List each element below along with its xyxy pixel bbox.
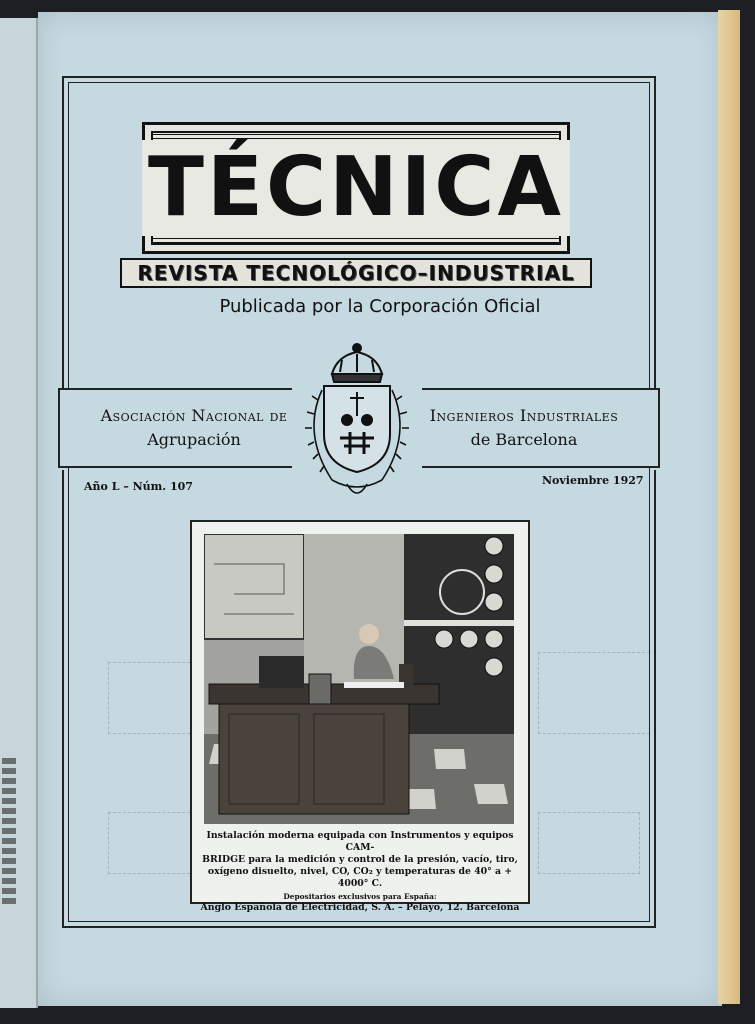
association-right-line2: de Barcelona bbox=[470, 430, 578, 449]
caption-depositarios: Depositarios exclusivos para España: bbox=[283, 892, 437, 901]
issue-date: Noviembre 1927 bbox=[542, 474, 644, 487]
masthead-banner bbox=[142, 122, 570, 254]
control-room-photo bbox=[204, 534, 514, 824]
magazine-cover bbox=[38, 12, 722, 1006]
advertisement-box bbox=[190, 520, 530, 913]
facing-page-text bbox=[2, 758, 16, 908]
association-right-line1: Ingenieros Industriales bbox=[429, 406, 619, 425]
page-edge bbox=[718, 10, 740, 1004]
magazine-title: TÉCNICA bbox=[142, 140, 570, 236]
association-right bbox=[404, 404, 644, 452]
magazine-subtitle: REVISTA TECNOLÓGICO–INDUSTRIAL bbox=[137, 261, 575, 285]
advertisement-caption bbox=[200, 830, 520, 914]
association-left-line1: Asociación Nacional de bbox=[100, 406, 288, 425]
caption-line-1: Instalación moderna equipada con Instrumentos y equipos CAM- bbox=[206, 830, 514, 853]
caption-company: Anglo Española de Electricidad, S. A. – Pelayo, 12. Barcelona bbox=[200, 902, 520, 913]
facing-page bbox=[0, 18, 38, 1008]
association-left-line2: Agrupación bbox=[147, 430, 241, 449]
issue-number: Año L – Núm. 107 bbox=[84, 480, 193, 493]
subtitle-band bbox=[120, 258, 592, 288]
caption-line-3: oxígeno disuelto, nivel, CO, CO₂ y temperaturas de 40° a + 4000° C. bbox=[207, 866, 513, 889]
crown-icon bbox=[332, 344, 382, 382]
shield-icon bbox=[324, 386, 390, 472]
association-left bbox=[74, 404, 314, 452]
crown-laurel-emblem bbox=[292, 334, 422, 504]
caption-line-2: BRIDGE para la medición y control de la presión, vacío, tiro, bbox=[202, 854, 518, 865]
published-by: Publicada por la Corporación Oficial bbox=[219, 296, 541, 317]
